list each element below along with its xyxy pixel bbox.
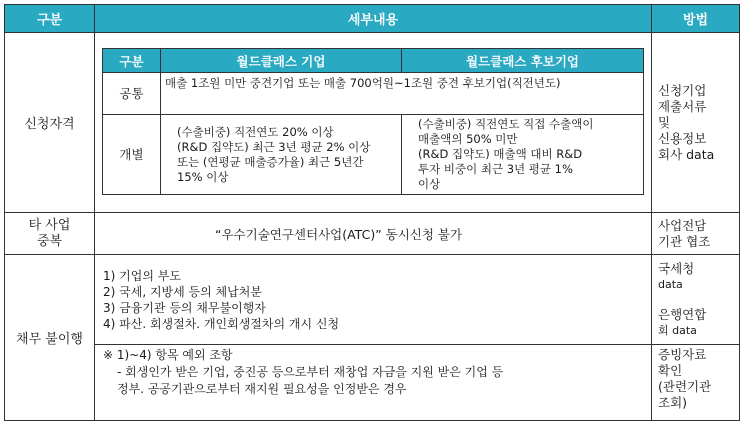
row-duplicate [5, 213, 740, 255]
individual-candidate-line: 매출액의 50% 미만 [418, 132, 518, 146]
inner-header-wc-candidate: 월드클래스 후보기업 [402, 49, 644, 73]
row-debt-note [5, 345, 740, 421]
method-line: 국세청 [658, 260, 695, 276]
header-category: 구분 [5, 5, 95, 33]
duplicate-label-line: 타 사업 [28, 217, 71, 233]
individual-label: 개별 [103, 115, 161, 195]
method-line: data [658, 277, 683, 291]
method-line: 은행연합 [658, 306, 707, 322]
note-line: 정부. 공공기관으로부터 재지원 필요성을 인정받은 경우 [117, 382, 407, 396]
inner-row-common [103, 73, 644, 115]
note-title: ※ 1)~4) 항목 예외 조항 [103, 348, 233, 362]
eligibility-detail [95, 33, 652, 213]
header-details: 세부내용 [95, 5, 652, 33]
common-text: 매출 1조원 미만 중견기업 또는 매출 700억원~1조원 중견 후보기업(직전년도) [161, 73, 644, 115]
debt-item: 4) 파산. 회생절차. 개인회생절차의 개시 신청 [103, 316, 340, 331]
individual-wc-line: 15% 이상 [177, 169, 229, 184]
debt-item: 3) 금융기관 등의 채무불이행자 [103, 300, 266, 315]
method-line: 신청기업 [658, 82, 707, 98]
method-line: 회 data [658, 323, 697, 337]
inner-row-individual [103, 115, 644, 195]
debt-label: 채무 불이행 [5, 255, 95, 421]
row-eligibility [5, 33, 740, 213]
individual-wc-line: (R&D 집약도) 최근 3년 평균 2% 이상 [177, 139, 371, 154]
duplicate-label-line: 중복 [36, 233, 63, 249]
eligibility-label: 신청자격 [5, 33, 95, 213]
method-line: 기관 협조 [658, 233, 711, 249]
duplicate-text: “우수기술연구센터사업(ATC)” 동시신청 불가 [95, 213, 652, 255]
method-line: 회사 data [658, 146, 715, 162]
method-line: 조회) [658, 395, 688, 410]
individual-candidate-line: (R&D 집약도) 매출액 대비 R&D [418, 147, 583, 161]
duplicate-method [652, 213, 740, 255]
method-line: 확인 [658, 363, 683, 378]
method-line: 및 [658, 114, 671, 130]
debt-items [95, 255, 652, 345]
individual-candidate-line: 이상 [418, 177, 441, 191]
individual-candidate-line: 투자 비중이 최근 3년 평균 1% [418, 162, 573, 176]
note-line: - 회생인가 받은 기업, 중진공 등으로부터 재창업 자금을 지원 받은 기업 등 [117, 365, 504, 379]
individual-candidate [402, 115, 644, 195]
header-method: 방법 [652, 5, 740, 33]
method-line: 사업전담 [658, 217, 707, 233]
debt-item: 2) 국세, 지방세 등의 체납처분 [103, 284, 262, 299]
method-spacer [658, 293, 733, 307]
eligibility-inner-table [102, 48, 644, 195]
inner-header-wc-company: 월드클래스 기업 [161, 49, 402, 73]
duplicate-label [5, 213, 95, 255]
method-line: 신용정보 [658, 130, 707, 146]
eligibility-method [652, 33, 740, 213]
row-debt-items [5, 255, 740, 345]
individual-candidate-line: (수출비중) 직전연도 직접 수출액이 [418, 117, 594, 131]
individual-wc [161, 115, 402, 195]
method-line: 제출서류 [658, 98, 707, 114]
debt-note [95, 345, 652, 421]
debt-method-top [652, 255, 740, 345]
table-header-row [5, 5, 740, 33]
debt-item: 1) 기업의 부도 [103, 268, 181, 283]
individual-wc-line: (수출비중) 직전연도 20% 이상 [177, 124, 334, 139]
method-line: 증빙자료 [658, 347, 707, 362]
common-label: 공통 [103, 73, 161, 115]
inner-header-row [103, 49, 644, 73]
debt-method-bottom [652, 345, 740, 421]
inner-header-category: 구분 [103, 49, 161, 73]
method-line: (관련기관 [658, 379, 712, 394]
individual-wc-line: 또는 (연평균 매출증가율) 최근 5년간 [177, 154, 364, 169]
criteria-table [4, 4, 740, 421]
